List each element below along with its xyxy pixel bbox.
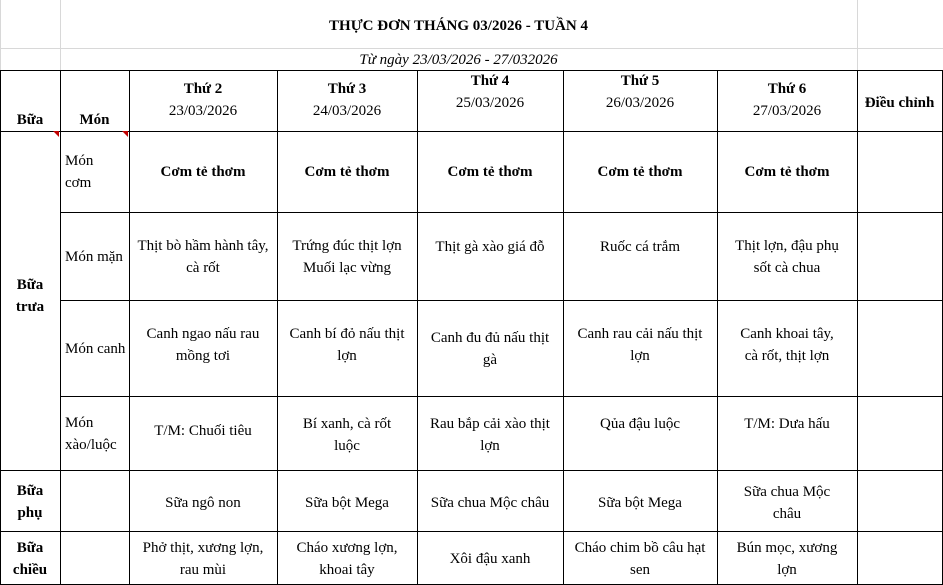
menu-cell: Cơm tẻ thơm — [447, 164, 533, 180]
header-day-5 — [717, 78, 857, 122]
menu-cell: Bí xanh, cà rốt luộc — [302, 416, 392, 454]
dish-label: Món mặn — [65, 249, 123, 265]
dish-label: Món xào/luộc — [65, 415, 117, 453]
header-mon: Món — [79, 112, 110, 128]
menu-cell: Canh đu đủ nấu thịt gà — [430, 330, 550, 368]
menu-cell: Sữa chua Mộc châu — [743, 484, 831, 522]
menu-cell: Thịt lợn, đậu phụ sốt cà chua — [735, 238, 839, 276]
day-name: Thứ 6 — [767, 81, 807, 97]
dish-label: Món canh — [65, 341, 126, 357]
menu-cell: Thịt bò hầm hành tây, cà rốt — [137, 238, 269, 276]
menu-cell: Cơm tẻ thơm — [597, 164, 683, 180]
menu-cell: Ruốc cá trắm — [600, 239, 680, 255]
menu-cell: Canh rau cải nấu thịt lợn — [577, 326, 703, 364]
menu-cell: Canh bí đỏ nấu thịt lợn — [289, 326, 405, 364]
meal-bua-chieu: Bữa chiều — [12, 540, 48, 578]
menu-date-range: Từ ngày 23/03/2026 - 27/032026 — [359, 51, 558, 68]
menu-cell: Thịt gà xào giá đỗ — [435, 239, 545, 255]
header-bua: Bữa — [16, 112, 44, 128]
header-day-1 — [129, 78, 277, 122]
day-date: 26/03/2026 — [605, 95, 675, 111]
menu-cell: Sữa chua Mộc châu — [430, 495, 550, 511]
menu-cell: Xôi đậu xanh — [449, 551, 531, 567]
day-date: 27/03/2026 — [752, 103, 822, 119]
dish-label: Món cơm — [65, 153, 94, 191]
meal-bua-phu: Bữa phụ — [16, 483, 44, 521]
day-date: 24/03/2026 — [312, 103, 382, 119]
menu-cell: Cháo chim bồ câu hạt sen — [574, 540, 706, 578]
menu-cell: Cơm tẻ thơm — [744, 164, 830, 180]
menu-cell: Cháo xương lợn, khoai tây — [296, 540, 398, 578]
menu-cell: T/M: Chuối tiêu — [154, 423, 252, 439]
day-name: Thứ 5 — [620, 73, 660, 89]
menu-cell: Sữa bột Mega — [305, 495, 389, 511]
menu-cell: Cơm tẻ thơm — [304, 164, 390, 180]
day-name: Thứ 2 — [183, 81, 223, 97]
menu-cell: Sữa bột Mega — [598, 495, 682, 511]
day-name: Thứ 3 — [327, 81, 367, 97]
menu-cell: Phở thịt, xương lợn, rau mùi — [142, 540, 264, 578]
day-date: 23/03/2026 — [168, 103, 238, 119]
header-dieu-chinh: Điều chỉnh — [864, 95, 935, 111]
header-day-4 — [563, 70, 717, 114]
menu-title: THỰC ĐƠN THÁNG 03/2026 - TUẦN 4 — [329, 17, 588, 34]
day-name: Thứ 4 — [470, 73, 510, 89]
menu-cell: Qủa đậu luộc — [600, 416, 680, 432]
menu-cell: Canh ngao nấu rau mồng tơi — [146, 326, 260, 364]
menu-cell: Sữa ngô non — [165, 495, 241, 511]
menu-cell: Trứng đúc thịt lợn Muối lạc vừng — [292, 238, 402, 276]
menu-cell: Bún mọc, xương lợn — [736, 540, 838, 578]
menu-cell: Cơm tẻ thơm — [160, 164, 246, 180]
header-day-2 — [277, 78, 417, 122]
meal-bua-trua: Bữa trưa — [15, 277, 45, 315]
menu-cell: T/M: Dưa hấu — [744, 416, 830, 432]
day-date: 25/03/2026 — [455, 95, 525, 111]
menu-cell: Rau bắp cải xào thịt lợn — [430, 416, 550, 454]
header-day-3 — [417, 70, 563, 114]
menu-cell: Canh khoai tây, cà rốt, thịt lợn — [740, 326, 834, 364]
